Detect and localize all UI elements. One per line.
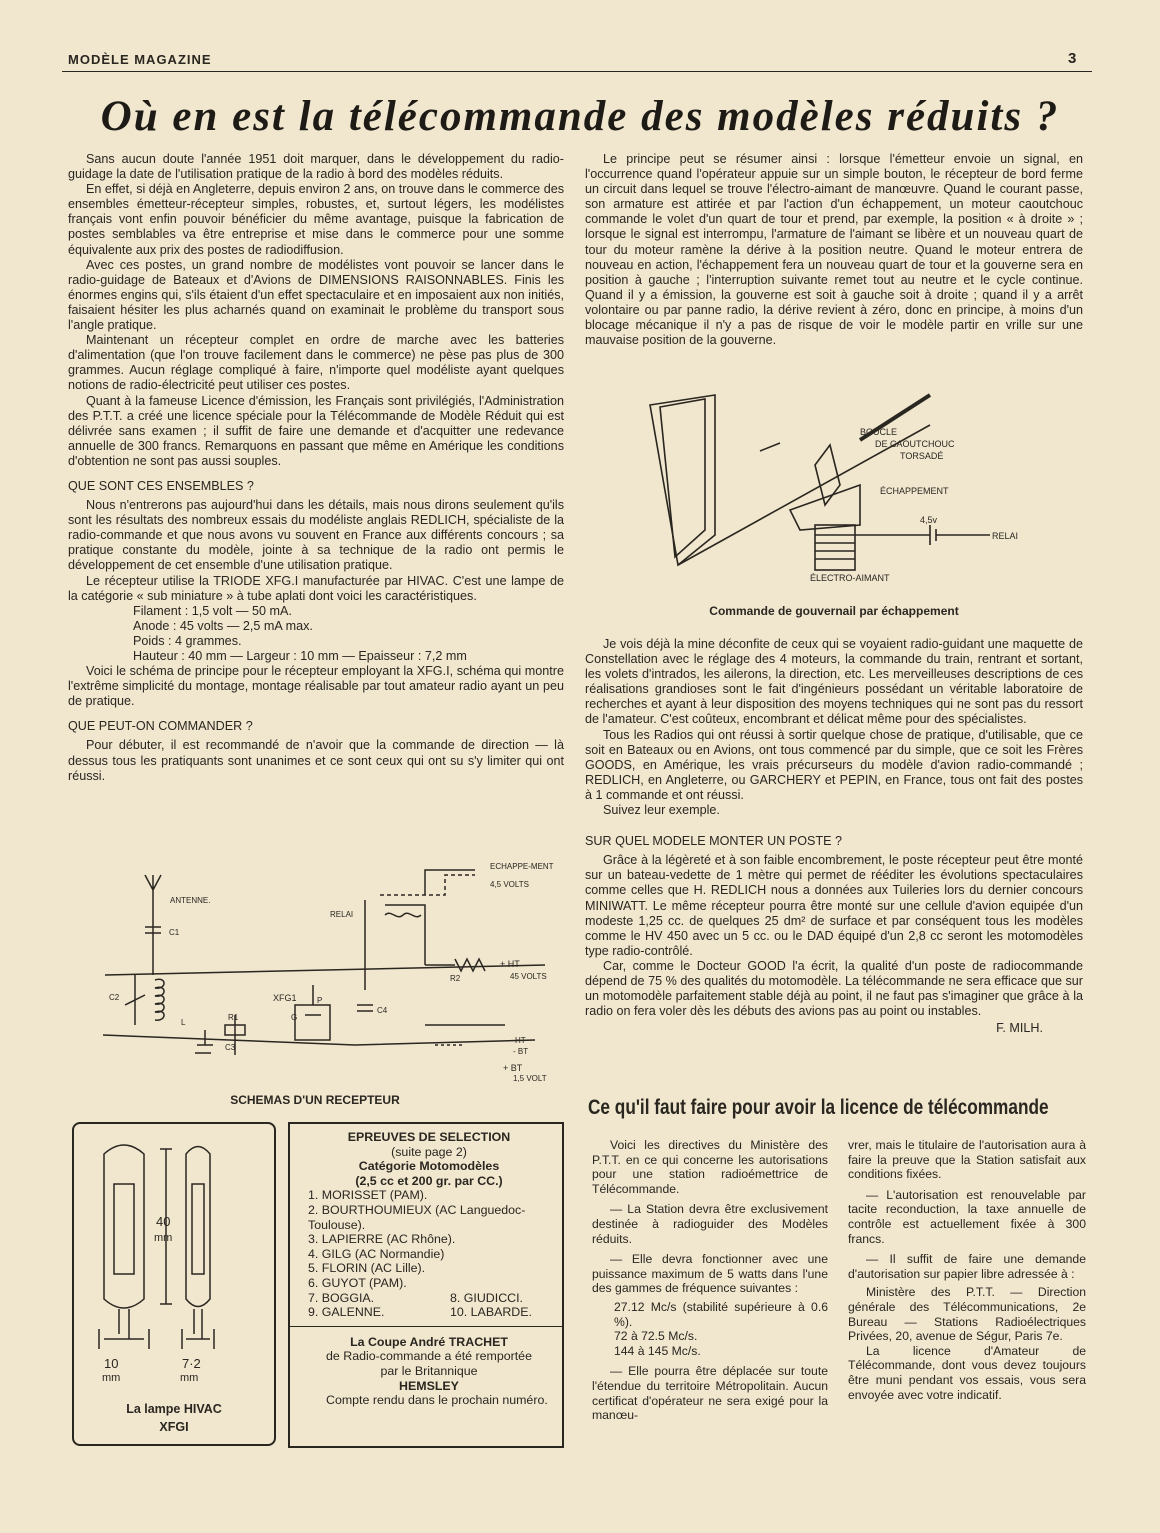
tube-width-unit: mm: [102, 1372, 121, 1384]
paragraph: En effet, si déjà en Angleterre, depuis environ 2 ans, on trouve dans le commerce des ensembles émetteur-récepteur simples, robustes, et, surtout légers, les modélistes français vont enfin pouvoir bénéficier du même avantage, puisque la fabrication de postes semblables va être entreprise et mise dans le commerce pour une somme équivalente aux prix des postes de radiodiffusion.: [68, 182, 564, 257]
licence-title: Ce qu'il faut faire pour avoir la licence de télécommande: [588, 1096, 1049, 1119]
tube-figure-box: [72, 1122, 276, 1446]
tube-caption: XFGI: [159, 1420, 189, 1434]
header-rule: [62, 71, 1092, 72]
schematic-label: ANTENNE.: [170, 896, 211, 905]
figure-label: ÉLECTRO-AIMANT: [810, 573, 890, 583]
licence-column-1: [592, 1138, 828, 1423]
tube-caption: La lampe HIVAC: [126, 1402, 222, 1416]
right-column-middle: [585, 637, 1083, 1036]
tube-width-label: 10: [104, 1356, 119, 1371]
cup-title: La Coupe André TRACHET: [350, 1334, 508, 1349]
schematic-label: + BT: [503, 1063, 523, 1073]
result-item: 7. BOGGIA.: [308, 1290, 375, 1305]
box-category: Catégorie Motomodèles: [358, 1159, 500, 1174]
spec-line: Anode : 45 volts — 2,5 mA max.: [133, 618, 313, 633]
schematic-label: R1: [228, 1013, 239, 1022]
spec-line: Hauteur : 40 mm — Largeur : 10 mm — Epaisseur : 7,2 mm: [133, 649, 467, 663]
paragraph: Le récepteur utilise la TRIODE XFG.I manufacturée par HIVAC. C'est une lampe de la catégorie « sub miniature » à tube aplati dont voici les caractéristiques.: [68, 573, 564, 603]
figure-label: DE CAOUTCHOUC: [875, 439, 955, 449]
cup-note: Compte rendu dans le prochain numéro.: [326, 1393, 548, 1408]
paragraph: — Elle pourra être déplacée sur toute l'étendue du territoire Métropolitain. Aucun certificat d'opérateur ne sera exigé pour la manœu-: [592, 1364, 828, 1423]
paragraph: Maintenant un récepteur complet en ordre de marche avec les batteries d'alimentation (que l'on trouve facilement dans le commerce) ne pèse pas plus de 300 grammes. Aucun réglage compliqué à faire, n'importe quel modéliste ayant quelques notions de radio-électricité peut utiliser ces postes.: [68, 333, 564, 393]
schematic-label: - BT: [513, 1047, 529, 1056]
paragraph: — Il suffit de faire une demande d'autorisation sur papier libre adressée à :: [848, 1252, 1086, 1281]
schematic-label: R2: [450, 974, 461, 983]
section-heading: SUR QUEL MODELE MONTER UN POSTE ?: [585, 834, 843, 849]
paragraph: Car, comme le Docteur GOOD l'a écrit, la qualité d'un poste de radiocommande dépend de 75 % des qualités du motomodèle. La télécommande ne sera efficace que sur un motomodèle parfaitement stable déjà au point, il ne faut pas s'imaginer que grâce à la radio on fera voler dès les débuts des avions pas au point ou instables.: [585, 958, 1083, 1019]
schematic-label: C4: [377, 1006, 388, 1015]
schematic-label: 1,5 VOLT: [513, 1074, 547, 1083]
tube-dim-unit: mm: [154, 1232, 173, 1244]
tube-dim-label: 40: [156, 1214, 171, 1229]
box-category-detail: (2,5 cc et 200 gr. par CC.): [355, 1173, 503, 1188]
result-item: 3. LAPIERRE (AC Rhône).: [308, 1232, 456, 1247]
paragraph: Pour débuter, il est recommandé de n'avoir que la commande de direction — là dessus tous les pratiquants sont unanimes et ce sont ceux qui ont su s'y limiter qui ont réussi.: [68, 738, 564, 783]
paragraph: Suivez leur exemple.: [603, 803, 720, 818]
tube-depth-label: 7·2: [182, 1356, 201, 1371]
schematic-label: XFG1: [273, 993, 297, 1003]
page-number: 3: [1068, 50, 1078, 67]
paragraph: Grâce à la légèreté et à son faible encombrement, le poste récepteur peut être monté sur un bateau-vedette de 1 mètre qui permet de rééditer les évolutions spectaculaires comme celles que H. REDLICH nous a données aux Tuileries lors du dernier concours MINIWATT. Le même récepteur pourra être monté sur une cellule d'avion equipée d'un modeste 1,25 cc. de quelques 25 dm² de surface et par conséquent tous les modèles comme le HV 450 avec un 5 cc. ou le DAD équipé d'un 2,8 cc seront les motomodèles type radio-contrôlé.: [585, 853, 1083, 958]
paragraph: Le principe peut se résumer ainsi : lorsque l'émetteur envoie un signal, en l'occurrence quand l'opérateur appuie sur un simple bouton, le récepteur de bord ferme un circuit dans lequel se trouve l'électro-aimant de manœuvre. Quand le courant passe, son armature est attirée et par l'action d'un échappement, un moteur caoutchouc commande le volet d'un quart de tour et prend, par exemple, la position « à droite » ; lorsque le signal est interrompu, l'armature de l'aimant se libère et un nouveau quart de tour du moteur ramène la dérive à la position neutre. Quand le moteur entrera de nouveau en action, l'échappement fera un nouveau quart de tour et la gouverne sera en position à gauche ; l'interruption suivante remet tout au neutre et le cycle continue. Quand il y a émission, la gouverne est soit à gauche soit à droite ; quand il y a arrêt volontaire ou par panne radio, la dérive revient à zéro, donc en principe, à moins d'un blocage mécanique il n'y a pas de risque de voir le modèle partir en vrille sur une mauvaise position de la gouverne.: [585, 152, 1083, 348]
paragraph: — La Station devra être exclusivement destinée à radioguider des Modèles réduits.: [592, 1202, 828, 1246]
result-item: 1. MORISSET (PAM).: [308, 1188, 428, 1203]
article-title: Où en est la télécommande des modèles réduits ?: [100, 93, 1060, 140]
spec-line: Poids : 4 grammes.: [133, 633, 242, 648]
frequency: 27.12 Mc/s (stabilité supérieure à 0.6 %).: [614, 1299, 828, 1329]
box-title: EPREUVES DE SELECTION: [347, 1130, 511, 1144]
cup-winner: HEMSLEY: [399, 1378, 459, 1393]
cup-line: de Radio-commande a été remportée: [326, 1349, 532, 1364]
paragraph: Quant à la fameuse Licence d'émission, les Français sont privilégiés, l'Administration des P.T.T. a créé une licence spéciale pour la Télécommande de Modèle Réduit qui est délivrée sans examen ; il suffit de faire une demande et d'acquitter une redevance annuelle de 300 francs. Remarquons en passant que même en Amérique les conditions d'obtention ne sont pas aussi souples.: [68, 393, 564, 468]
schematic-label: G: [291, 1013, 298, 1022]
schematic-label: L: [181, 1018, 186, 1027]
result-item: 6. GUYOT (PAM).: [308, 1275, 407, 1290]
result-item: 8. GIUDICCI.: [450, 1290, 523, 1305]
schematic-label: C1: [169, 928, 180, 937]
paragraph: vrer, mais le titulaire de l'autorisation aura à faire la preuve que la Station satisfait aux conditions fixées.: [848, 1138, 1086, 1182]
schematic-label: 4,5 VOLTS: [490, 880, 529, 889]
paragraph: Nous n'entrerons pas aujourd'hui dans les détails, mais nous dirons seulement qu'ils sont les résultats des nombreux essais du modéliste anglais REDLICH, spécialiste de la radio-commande et que nous avons vu souvent en France aux différents concours ; sa pratique constante du modèle, jointe à sa technique de la radio ont permis le développement de cet ensemble d'une utilisation pratique.: [68, 498, 564, 573]
receiver-schematic: [95, 855, 565, 1085]
paragraph: Voici les directives du Ministère des P.T.T. en ce qui concerne les autorisations pour une station radioémettrice de Télécommande.: [592, 1138, 828, 1196]
figure-label: ÉCHAPPEMENT: [880, 486, 949, 496]
schematic-label: ECHAPPE-MENT: [490, 862, 554, 871]
tube-depth-unit: mm: [180, 1372, 199, 1384]
left-column: [68, 152, 564, 784]
schematic-label: P: [317, 996, 323, 1005]
figure-label: RELAI: [992, 531, 1019, 541]
schematic-label: C3: [225, 1043, 236, 1052]
paragraph: — L'autorisation est renouvelable par tacite reconduction, la taxe annuelle de contrôle est actuellement fixée à 300 francs.: [848, 1187, 1086, 1246]
result-item: 9. GALENNE.: [308, 1305, 385, 1320]
result-item: 10. LABARDE.: [450, 1305, 532, 1320]
figure-caption: Commande de gouvernail par échappement: [709, 604, 959, 618]
schematic-label: HT: [515, 1036, 526, 1045]
tube-drawing: [74, 1124, 274, 1364]
figure-label: 4,5v: [920, 515, 938, 525]
figure-label: TORSADÉ: [900, 451, 944, 461]
spec-line: Filament : 1,5 volt — 50 mA.: [133, 603, 292, 618]
selection-box: [288, 1122, 564, 1448]
section-heading: QUE SONT CES ENSEMBLES ?: [68, 478, 254, 493]
box-subtitle: (suite page 2): [391, 1144, 467, 1159]
paragraph: Sans aucun doute l'année 1951 doit marquer, dans le développement du radio-guidage la date de l'utilisation pratique de la radio à bord des modèles réduits.: [68, 152, 564, 182]
frequency: 72 à 72.5 Mc/s.: [614, 1329, 698, 1344]
section-heading: QUE PEUT-ON COMMANDER ?: [68, 719, 253, 734]
escapement-drawing: [630, 385, 1070, 600]
schematic-caption: SCHEMAS D'UN RECEPTEUR: [230, 1093, 400, 1107]
magazine-name: MODÈLE MAGAZINE: [68, 52, 212, 67]
schematic-label: RELAI: [330, 910, 354, 919]
figure-label: BOUCLE: [860, 427, 898, 437]
frequency: 144 à 145 Mc/s.: [614, 1343, 701, 1358]
schematic-label: C2: [109, 993, 120, 1002]
spec-list: [133, 604, 564, 664]
paragraph: Tous les Radios qui ont réussi à sortir quelque chose de pratique, d'utilisable, que ce soit en Bateaux ou en Avions, ont tous commencé par du simple, que ce soit les Frères GOODS, en Amérique, les vrais précurseurs du modèle d'avion radio-commandé ; REDLICH, en Angleterre, ou GARCHERY et PEPIN, en France, tous ont fait des postes à 1 commande et ont réussi.: [585, 727, 1083, 802]
paragraph: Je vois déjà la mine déconfite de ceux qui se voyaient radio-guidant une maquette de Constellation avec le réglage des 4 moteurs, la commande du train, rentrant et sortant, les volets d'intrados, les ailerons, la direction, etc. Les merveilleuses descriptions de ces réalisations grandioses sont le fait d'ingénieurs possédant un véritable laboratoire de recherches et ayant à leur disposition des moyens techniques qui ne sont pas du ressort de l'amateur. C'est coûteux, encombrant et délicat même pour des spécialistes.: [585, 637, 1083, 727]
schematic-label: + HT: [500, 959, 520, 969]
right-column-top: [585, 152, 1083, 348]
paragraph: La licence d'Amateur de Télécommande, dont vous devez toujours être muni pendant vos essais, vous sera envoyée avec votre indicatif.: [848, 1343, 1086, 1402]
paragraph: — Elle devra fonctionner avec une puissance maximum de 5 watts dans l'une des gammes de fréquence suivantes :: [592, 1252, 828, 1296]
schematic-label: 45 VOLTS: [510, 972, 547, 981]
result-item: 2. BOURTHOUMIEUX (AC Languedoc-Toulouse).: [308, 1202, 526, 1232]
licence-column-2: [848, 1138, 1086, 1402]
address: Ministère des P.T.T. — Direction générale des Télécommunications, 2e Bureau — Stations Radioélectriques Privées, 20, avenue de Ségur, Paris 7e.: [848, 1285, 1086, 1344]
cup-line: par le Britannique: [380, 1363, 478, 1378]
result-item: 5. FLORIN (AC Lille).: [308, 1261, 426, 1276]
paragraph: Avec ces postes, un grand nombre de modélistes vont pouvoir se lancer dans le radio-guidage de Bateaux et d'Avions de DIMENSIONS RAISONNABLES. Finis les énormes engins qui, s'ils étaient d'un effet spectaculaire et en imposaient aux non initiés, faisaient hésiter les plus acharnés quand on examinait le problème du transport sous l'angle pratique.: [68, 257, 564, 333]
signature: F. MILH.: [996, 1021, 1043, 1036]
result-item: 4. GILG (AC Normandie): [308, 1246, 445, 1261]
paragraph: Voici le schéma de principe pour le récepteur employant la XFG.I, schéma qui montre l'extrême simplicité du montage, montage réalisable par tout amateur radio ayant un peu de pratique.: [68, 664, 564, 709]
